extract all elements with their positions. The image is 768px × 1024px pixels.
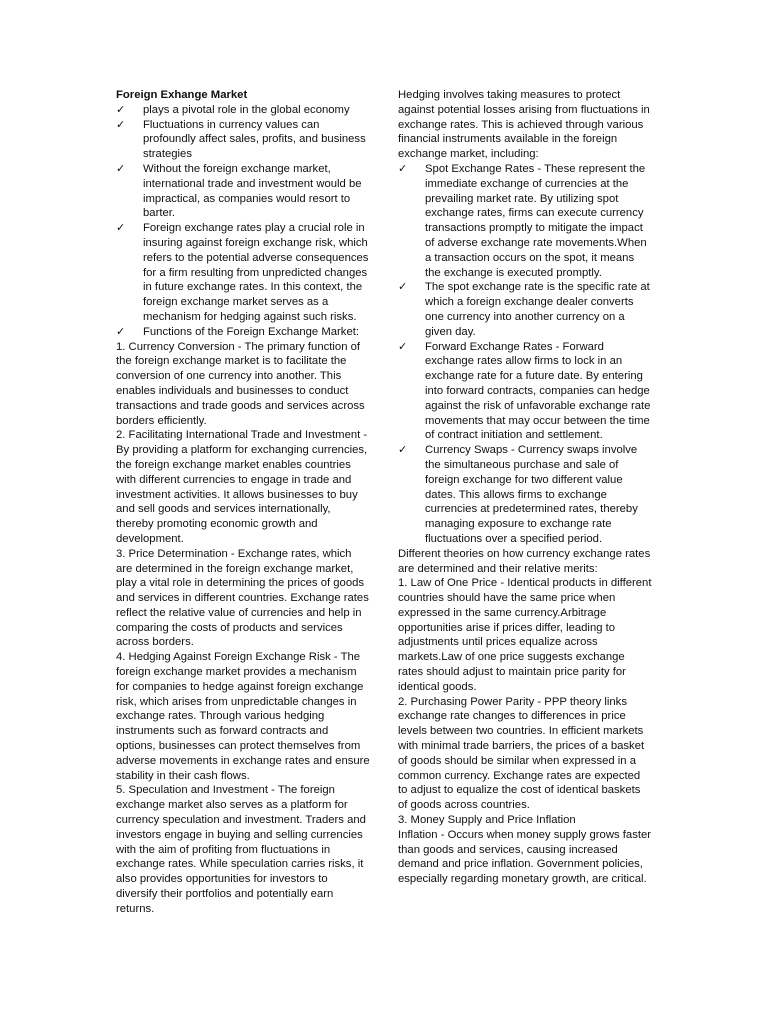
checkmark-icon: ✓	[398, 443, 408, 457]
checklist-item-text: Forward Exchange Rates - Forward exchange rates allow firms to lock in an exchange rate for a future date. By entering into forward contracts, companies can hedge against the risk of unfavorable exchange rate movements that may occur between the time of contract initiation and settlement.	[425, 340, 651, 442]
function-paragraph: 4. Hedging Against Foreign Exchange Risk - The foreign exchange market provides a mechanism for companies to hedge against foreign exchange risk, which arises from unpredictable changes in exchange rates. Through various hedging instruments such as forward contracts and options, businesses can protect themselves from adverse movements in exchange rates and ensure stability in their cash flows.	[116, 651, 370, 782]
checklist-item	[398, 162, 652, 280]
checkmark-icon: ✓	[398, 161, 408, 175]
theory-paragraph: 2. Purchasing Power Parity - PPP theory links exchange rate changes to differences in price levels between two countries. In efficient markets with minimal trade barriers, the prices of a basket of goods should be similar when expressed in a common currency. Exchange rates are expected to adjust to equalize the cost of identical baskets of goods across countries.	[398, 695, 645, 812]
checklist-item-text: Spot Exchange Rates - These represent the immediate exchange of currencies at the prevailing market rate. By utilizing spot exchange rates, firms can execute currency transactions promptly to mitigate the impact of adverse exchange rate movements.When a transaction occurs on the spot, it means the exchange is executed promptly.	[425, 162, 647, 279]
theories-list	[398, 576, 652, 887]
hedging-intro: Hedging involves taking measures to protect against potential losses arising from fluctuations in exchange rates. This is achieved through various financial instruments available in the foreign exchange market, including:	[398, 89, 650, 161]
checkmark-icon: ✓	[116, 117, 126, 131]
function-paragraph: 3. Price Determination - Exchange rates, which are determined in the foreign exchange market, play a vital role in determining the prices of goods and services in different countries. Exchange rates reflect the relative value of currencies and help in comparing the costs of products and services across borders.	[116, 547, 369, 649]
checkmark-icon: ✓	[116, 324, 126, 338]
theory-paragraph: 1. Law of One Price - Identical products in different countries should have the same price when expressed in the same currency.Arbitrage opportunities arise if prices differ, leading to adjustments until prices equalize across markets.Law of one price suggests exchange rates should adjust to maintain price parity for identical goods.	[398, 577, 652, 693]
checklist-item-text: Without the foreign exchange market, international trade and investment would be impractical, as companies would resort to barter.	[143, 162, 362, 220]
checklist-item	[116, 221, 370, 325]
checkmark-icon: ✓	[116, 161, 126, 175]
function-paragraph: 2. Facilitating International Trade and Investment - By providing a platform for exchanging currencies, the foreign exchange market enables countries with different currencies to engage in trade and investment activities. It allows businesses to buy and sell goods and services internationally, thereby promoting economic growth and development.	[116, 429, 368, 545]
right-column	[398, 88, 652, 887]
functions-list	[116, 340, 370, 917]
checklist-item-text: Foreign exchange rates play a crucial role in insuring against foreign exchange risk, which refers to the potential adverse consequences for a firm resulting from unpredicted changes in future exchange rates. In this context, the foreign exchange market serves as a mechanism for hedging against such risks.	[143, 222, 369, 323]
theories-intro: Different theories on how currency exchange rates are determined and their relative merits:	[398, 547, 651, 575]
checklist-item	[398, 340, 652, 444]
checklist-item-text: Functions of the Foreign Exchange Market:	[143, 325, 360, 338]
checklist-item-text: Fluctuations in currency values can profoundly affect sales, profits, and business strategies	[143, 118, 366, 161]
checklist-item-text: Currency Swaps - Currency swaps involve the simultaneous purchase and sale of foreign exchange for two different value dates. This allows firms to exchange currencies at predetermined rates, thereby managing exposure to exchange rate fluctuations over a specified period.	[425, 444, 638, 545]
checkmark-icon: ✓	[398, 339, 408, 353]
document-title: Foreign Exhange Market	[116, 89, 248, 101]
checklist-item	[116, 118, 370, 162]
checkmark-icon: ✓	[398, 280, 408, 294]
checklist-item	[116, 162, 370, 221]
function-paragraph: 1. Currency Conversion - The primary function of the foreign exchange market is to facilitate the conversion of one currency into another. This enables individuals and businesses to conduct transactions and trade goods and services across borders efficiently.	[116, 340, 365, 427]
left-checklist	[116, 103, 370, 340]
checklist-item-text: The spot exchange rate is the specific rate at which a foreign exchange dealer converts one currency into another currency on a given day.	[425, 281, 650, 338]
checkmark-icon: ✓	[116, 221, 126, 235]
function-paragraph: 5. Speculation and Investment - The foreign exchange market also serves as a platform for currency speculation and investment. Traders and investors engage in buying and selling currencies with the aim of profiting from fluctuations in exchange rates. While speculation carries risks, it also provides opportunities for investors to diversify their portfolios and potentially earn returns.	[116, 784, 366, 915]
checklist-item	[116, 103, 370, 118]
checklist-item	[116, 325, 370, 340]
theory-paragraph: 3. Money Supply and Price Inflation	[398, 814, 576, 827]
checklist-item	[398, 280, 652, 339]
checkmark-icon: ✓	[116, 102, 126, 116]
checklist-item-text: plays a pivotal role in the global economy	[143, 103, 350, 116]
left-column	[116, 88, 370, 917]
right-checklist	[398, 162, 652, 547]
theory-paragraph: Inflation - Occurs when money supply grows faster than goods and services, causing increased demand and price inflation. Government policies, especially regarding monetary growth, are critical.	[398, 828, 652, 886]
checklist-item	[398, 443, 652, 547]
